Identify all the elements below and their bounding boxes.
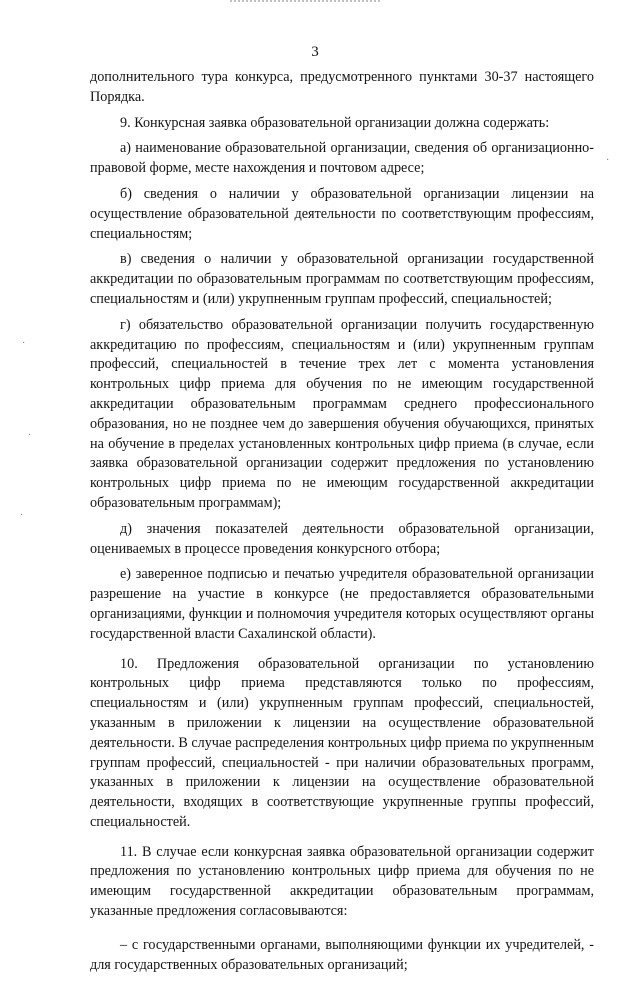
document-body: [90, 68, 594, 981]
paragraph-9b: б) сведения о наличии у образовательной организации лицензии на осуществление образовательной деятельности по соответствующим профессиям, специальностям;: [90, 185, 594, 242]
paragraph-10: 10. Предложения образовательной организации по установлению контрольных цифр приема представляются только по профессиям, специальностям и (или) укрупненным группам профессий, специальностей, указанным в приложении к лицензии на осуществление образовательной деятельности. В случае распределения контрольных цифр приема по укрупненным группам профессий, специальностей - при наличии образовательных программ, указанных в приложении к лицензии на осуществление образовательной деятельности, входящих в соответствующие укрупненные группы профессий, специальностей.: [90, 655, 594, 830]
paragraph-9g: г) обязательство образовательной организации получить государственную аккредитацию по профессиям, специальностям и (или) укрупненным группам профессий, специальностей в течение трех лет с момента установления контрольных цифр приема для обучения по не имеющим государственной аккредитации образовательным программам среднего профессионального образования, но не позднее чем до завершения обучения обучающихся, принятых на обучение в пределах установленных контрольных цифр приема (в случае, если заявка образовательной организации содержит предложения по установлению контрольных цифр приема по не имеющим государственной аккредитации образовательным программам);: [90, 316, 594, 511]
scan-speck: ·: [20, 510, 24, 521]
paragraph-9v: в) сведения о наличии у образовательной организации государственной аккредитации по образовательным программам по соответствующим профессиям, специальностям и (или) укрупненным группам профессий, специальностей;: [90, 251, 594, 307]
scan-artifact: [230, 0, 380, 10]
paragraph-9d: д) значения показателей деятельности образовательной организации, оцениваемых в процессе проведения конкурсного отбора;: [90, 520, 594, 557]
paragraph-11: 11. В случае если конкурсная заявка образовательной организации содержит предложения по установлению контрольных цифр приема для обучения по не имеющим государственной аккредитации образовательным программам, указанные предложения согласовываются:: [90, 843, 594, 920]
scan-speck: ·: [606, 155, 610, 166]
paragraph-9e: е) заверенное подписью и печатью учредителя образовательной организации разрешение на участие в конкурсе (не предоставляется образовательными организациями, функции и полномочия учредителя которых осуществляют органы государственной власти Сахалинской области).: [90, 566, 594, 642]
paragraph-continuation: дополнительного тура конкурса, предусмотренного пунктами 30-37 настоящего Порядка.: [90, 69, 594, 105]
paragraph-11-item: – с государственными органами, выполняющими функции их учредителей, - для государственных образовательных организаций;: [90, 936, 594, 973]
paragraph-9a: а) наименование образовательной организации, сведения об организационно-правовой форме, месте нахождения и почтовом адресе;: [90, 140, 594, 177]
scan-speck: ·: [22, 338, 26, 349]
page-number: 3: [311, 44, 319, 60]
paragraph-9: 9. Конкурсная заявка образовательной организации должна содержать:: [120, 114, 550, 131]
scan-speck: ·: [28, 430, 32, 441]
